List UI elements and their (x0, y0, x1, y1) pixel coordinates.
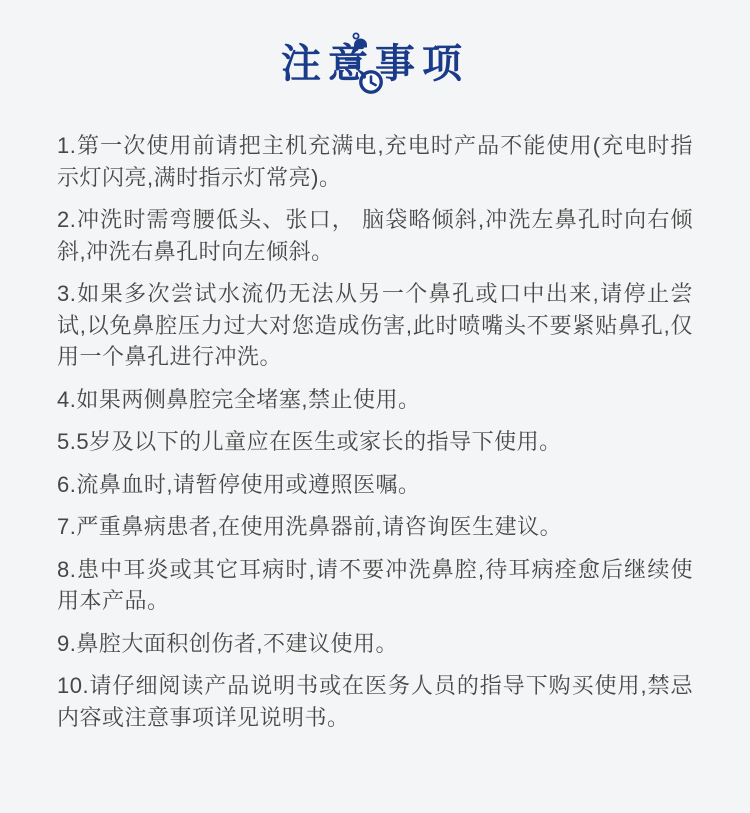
note-item-4: 4.如果两侧鼻腔完全堵塞,禁止使用。 (57, 386, 421, 412)
page-title: 注意事项 (281, 42, 469, 86)
title-row (0, 42, 750, 86)
title-wrap (281, 42, 469, 86)
note-item-6: 6.流鼻血时,请暂停使用或遵照医嘱。 (57, 471, 421, 497)
notes-list (0, 130, 750, 733)
note-item-5: 5.5岁及以下的儿童应在医生或家长的指导下使用。 (57, 429, 562, 454)
note-item-3: 3.如果多次尝试水流仍无法从另一个鼻孔或口中出来,请停止尝试,以免鼻腔压力过大对您造成伤害,此时喷嘴头不要紧贴鼻孔,仅用一个鼻孔进行冲洗。 (57, 281, 693, 369)
note-item-9: 9.鼻腔大面积创伤者,不建议使用。 (57, 630, 398, 656)
note-item-1: 1.第一次使用前请把主机充满电,充电时产品不能使用(充电时指示灯闪亮,满时指示灯常亮)。 (57, 133, 693, 190)
note-item-8: 8.患中耳炎或其它耳病时,请不要冲洗鼻腔,待耳病痊愈后继续使用本产品。 (57, 556, 693, 613)
note-item-10: 10.请仔细阅读产品说明书或在医务人员的指导下购买使用,禁忌内容或注意事项详见说明书。 (57, 673, 693, 730)
note-item-2: 2.冲洗时需弯腰低头、张口， 脑袋略倾斜,冲洗左鼻孔时向右倾斜,冲洗右鼻孔时向左倾斜。 (57, 207, 693, 264)
note-item-7: 7.严重鼻病患者,在使用洗鼻器前,请咨询医生建议。 (57, 514, 563, 539)
